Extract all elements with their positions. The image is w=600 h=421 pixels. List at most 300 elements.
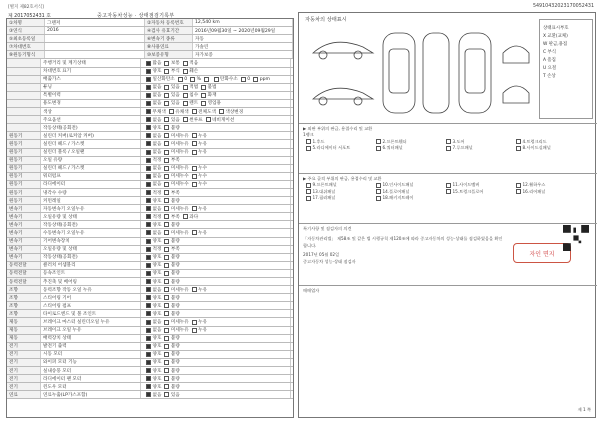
checkbox-label: 불량 <box>170 125 180 131</box>
field-label: ⑩보증유형 <box>145 51 193 58</box>
part-item <box>303 195 373 201</box>
checkbox[interactable] <box>253 77 258 82</box>
checkbox[interactable] <box>190 77 195 82</box>
checkbox-label: 침수 <box>189 93 199 99</box>
checkbox-label: 누수 <box>198 174 208 180</box>
item-status <box>141 189 291 196</box>
checkbox-label: 양호 <box>152 295 162 301</box>
part-checkbox[interactable] <box>376 196 381 201</box>
checkbox[interactable] <box>192 150 197 155</box>
checkbox-label: 탄화수소 <box>220 77 238 83</box>
checkbox[interactable] <box>169 109 174 114</box>
checkbox[interactable] <box>192 230 197 235</box>
part-checkbox[interactable] <box>446 189 451 194</box>
checkbox-label: 있음 <box>170 93 180 99</box>
field-value: 자동 <box>193 35 293 42</box>
inspection-row <box>7 92 293 100</box>
checkbox[interactable] <box>146 271 151 276</box>
page-mark: 제 1 쪽 <box>577 406 591 412</box>
checkbox[interactable] <box>146 109 151 114</box>
field-value: 자가보증 <box>193 51 293 58</box>
checkbox[interactable] <box>146 392 151 397</box>
part-checkbox[interactable] <box>306 189 311 194</box>
checkbox[interactable] <box>183 93 188 98</box>
checkbox-label: 불량 <box>170 344 180 350</box>
item-label: 등속조인트 <box>41 270 141 277</box>
section-label: 조향 <box>7 286 41 293</box>
checkbox[interactable] <box>164 182 169 187</box>
checkbox[interactable] <box>201 85 206 90</box>
checkbox[interactable] <box>146 190 151 195</box>
part-checkbox[interactable] <box>516 139 521 144</box>
checkbox-label: 불량 <box>170 271 180 277</box>
checkbox-label: % <box>196 76 202 82</box>
checkbox[interactable] <box>164 320 169 325</box>
checkbox[interactable] <box>146 206 151 211</box>
checkbox[interactable] <box>164 190 169 195</box>
inspection-row <box>7 149 293 157</box>
checkbox-label: 양호 <box>152 271 162 277</box>
checkbox[interactable] <box>146 239 151 244</box>
checkbox-label: 양호 <box>152 255 162 261</box>
checkbox-label: 부족 <box>170 214 180 220</box>
part-checkbox[interactable] <box>306 139 311 144</box>
checkbox[interactable] <box>192 206 197 211</box>
checkbox[interactable] <box>164 255 169 260</box>
checkbox[interactable] <box>183 101 188 106</box>
item-status <box>141 149 291 156</box>
checkbox[interactable] <box>146 352 151 357</box>
section-label <box>7 116 41 123</box>
checkbox[interactable] <box>146 328 151 333</box>
legend-item: A 흠집 <box>543 58 556 63</box>
inspection-row <box>7 205 293 213</box>
checkbox-label: 양호 <box>152 368 162 374</box>
checkbox[interactable] <box>146 360 151 365</box>
checkbox[interactable] <box>146 166 151 171</box>
section-label: 전기 <box>7 351 41 358</box>
part-checkbox[interactable] <box>516 183 521 188</box>
item-label: 튜닝 <box>41 84 141 91</box>
notice-text: 「자동차관리법」 제58조 및 같은 법 시행규칙 제120조에 따라 중고자동차의 성능·상태를 점검하였음을 확인합니다. <box>303 236 503 248</box>
checkbox-label: 불량 <box>170 255 180 261</box>
part-label: 9.프론트패널 <box>312 182 337 188</box>
item-label: 와이퍼 모터 기능 <box>41 359 141 366</box>
part-label: 18.패키지트레이 <box>382 195 414 201</box>
item-label: 발전기 출력 <box>41 343 141 350</box>
checkbox[interactable] <box>183 85 188 90</box>
checkbox[interactable] <box>146 295 151 300</box>
checkbox[interactable] <box>164 279 169 284</box>
checkbox-label: 양호 <box>152 336 162 342</box>
checkbox[interactable] <box>219 109 224 114</box>
checkbox[interactable] <box>146 255 151 260</box>
checkbox[interactable] <box>164 230 169 235</box>
section-label: 변속기 <box>7 213 41 220</box>
checkbox-label: 없음 <box>152 117 162 123</box>
checkbox[interactable] <box>146 263 151 268</box>
checkbox[interactable] <box>164 69 169 74</box>
checkbox-label: 없음 <box>152 320 162 326</box>
checkbox-label: 부족 <box>170 247 180 253</box>
checkbox[interactable] <box>164 360 169 365</box>
item-status <box>141 335 291 342</box>
checkbox[interactable] <box>201 101 206 106</box>
checkbox-label: 양호 <box>152 360 162 366</box>
checkbox-label: 많음 <box>152 61 162 67</box>
checkbox-label: 없음 <box>152 150 162 156</box>
checkbox-label: 있음 <box>170 392 180 398</box>
part-label: 7.루프패널 <box>452 145 473 151</box>
part-checkbox[interactable] <box>376 183 381 188</box>
checkbox[interactable] <box>214 77 219 82</box>
part-checkbox[interactable] <box>306 196 311 201</box>
checkbox[interactable] <box>164 352 169 357</box>
inspection-row <box>7 286 293 294</box>
checkbox-label: 색상변경 <box>225 109 244 115</box>
inspection-row <box>7 278 293 286</box>
checkbox[interactable] <box>146 311 151 316</box>
inspection-row <box>7 327 293 335</box>
item-status <box>141 229 291 236</box>
item-label: 배출가스 <box>41 76 141 83</box>
section-label: 제동 <box>7 327 41 334</box>
part-checkbox[interactable] <box>306 146 311 151</box>
checkbox-label: 일산화탄소 <box>152 77 175 83</box>
basic-info-row <box>7 43 293 51</box>
checkbox[interactable] <box>146 133 151 138</box>
checkbox[interactable] <box>164 133 169 138</box>
checkbox-label: 유채색 <box>175 109 189 115</box>
checkbox-label: 불량 <box>170 384 180 390</box>
checkbox[interactable] <box>146 247 151 252</box>
checkbox[interactable] <box>164 376 169 381</box>
item-label: 수동변속기 오일누유 <box>41 229 141 236</box>
checkbox[interactable] <box>146 61 151 66</box>
section-label: 전기 <box>7 375 41 382</box>
checkbox[interactable] <box>146 150 151 155</box>
checkbox-label: 보통 <box>170 61 180 67</box>
checkbox[interactable] <box>164 214 169 219</box>
checkbox[interactable] <box>146 69 151 74</box>
checkbox-label: 양호 <box>152 311 162 317</box>
checkbox[interactable] <box>164 271 169 276</box>
checkbox[interactable] <box>164 287 169 292</box>
part-item <box>373 195 443 201</box>
checkbox[interactable] <box>164 303 169 308</box>
checkbox[interactable] <box>164 150 169 155</box>
checkbox[interactable] <box>164 125 169 130</box>
checkbox[interactable] <box>146 101 151 106</box>
section-label: 제동 <box>7 335 41 342</box>
checkbox[interactable] <box>146 222 151 227</box>
checkbox[interactable] <box>164 368 169 373</box>
inspection-row <box>7 189 293 197</box>
inspection-row <box>7 335 293 343</box>
checkbox-label: 양호 <box>152 352 162 358</box>
item-label: 기어변속장치 <box>41 238 141 245</box>
checkbox[interactable] <box>192 141 197 146</box>
checkbox-label: 없음 <box>152 287 162 293</box>
checkbox-label: 불량 <box>170 303 180 309</box>
checkbox[interactable] <box>164 336 169 341</box>
item-label: 동력조향 작동 오일 누유 <box>41 286 141 293</box>
checkbox-label: 훼손 <box>189 69 199 75</box>
document-code: 54910432023170052431 <box>532 4 594 9</box>
checkbox[interactable] <box>164 239 169 244</box>
checkbox[interactable] <box>164 61 169 66</box>
checkbox-label: 누유 <box>198 206 208 212</box>
checkbox[interactable] <box>192 133 197 138</box>
checkbox[interactable] <box>146 376 151 381</box>
checkbox[interactable] <box>164 311 169 316</box>
checkbox[interactable] <box>164 222 169 227</box>
checkbox[interactable] <box>146 85 151 90</box>
qr-code-icon <box>563 225 589 251</box>
checkbox[interactable] <box>164 141 169 146</box>
inspection-right-panel <box>298 12 596 418</box>
item-status <box>141 270 291 277</box>
checkbox-label: 누유 <box>198 287 208 293</box>
field-label: ⑥변속기 종류 <box>145 35 193 42</box>
basic-info-table <box>7 19 293 59</box>
checkbox[interactable] <box>183 117 188 122</box>
item-status <box>141 68 291 75</box>
checkbox[interactable] <box>192 328 197 333</box>
item-status <box>141 59 291 66</box>
checkbox[interactable] <box>146 384 151 389</box>
part-label: 15.트렁크플로어 <box>452 188 484 194</box>
section-label: 원동기 <box>7 157 41 164</box>
inspection-row <box>7 221 293 229</box>
checkbox[interactable] <box>146 230 151 235</box>
checkbox-label: 없음 <box>152 133 162 139</box>
checkbox[interactable] <box>204 77 209 82</box>
checkbox[interactable] <box>164 384 169 389</box>
item-label: 오일유량 및 상태 <box>41 246 141 253</box>
basic-info-row <box>7 27 293 35</box>
checkbox[interactable] <box>192 166 197 171</box>
checkbox[interactable] <box>192 320 197 325</box>
item-label: 라디에이터 팬 모터 <box>41 375 141 382</box>
checkbox-label: 불량 <box>170 263 180 269</box>
checkbox[interactable] <box>201 93 206 98</box>
checkbox-label: 없음 <box>152 141 162 147</box>
checkbox-label: 불량 <box>170 295 180 301</box>
checkbox[interactable] <box>146 158 151 163</box>
checkbox[interactable] <box>164 198 169 203</box>
item-label: 실내송풍 모터 <box>41 367 141 374</box>
checkbox[interactable] <box>146 198 151 203</box>
item-status <box>141 359 291 366</box>
outer-panel-section <box>299 123 597 173</box>
checkbox[interactable] <box>164 328 169 333</box>
checkbox[interactable] <box>192 174 197 179</box>
checkbox-label: 양호 <box>152 125 162 131</box>
checkbox[interactable] <box>183 61 188 66</box>
checkbox[interactable] <box>164 117 169 122</box>
checkbox[interactable] <box>241 77 246 82</box>
checkbox-label: 누유 <box>198 141 208 147</box>
inspection-row <box>7 318 293 326</box>
checkbox-label: 부식 <box>170 69 180 75</box>
part-label: 3.도어 <box>452 138 465 144</box>
opinion-label: 특기사항 및 점검자의 의견 <box>303 226 352 231</box>
checkbox[interactable] <box>192 109 197 114</box>
checkbox[interactable] <box>146 368 151 373</box>
checkbox-label: 없음 <box>152 174 162 180</box>
checkbox-label: 미세누유 <box>170 328 189 334</box>
checkbox-label: 0 <box>247 76 251 82</box>
inspection-row <box>7 116 293 124</box>
checkbox[interactable] <box>164 392 169 397</box>
legend-item: W 판금,용접 <box>543 42 568 47</box>
part-checkbox[interactable] <box>306 183 311 188</box>
section-label: 원동기 <box>7 197 41 204</box>
section-label: 원동기 <box>7 181 41 188</box>
item-status <box>141 108 291 115</box>
checkbox[interactable] <box>146 279 151 284</box>
checkbox-label: 불량 <box>170 279 180 285</box>
checkbox-label: 없음 <box>152 206 162 212</box>
item-status <box>141 173 291 180</box>
part-checkbox[interactable] <box>376 189 381 194</box>
checkbox-label: 적정 <box>152 247 162 253</box>
inspection-row <box>7 132 293 140</box>
checkbox-label: 적정 <box>152 190 162 196</box>
checkbox[interactable] <box>164 174 169 179</box>
checkbox-label: 영업용 <box>207 101 221 107</box>
checkbox[interactable] <box>164 263 169 268</box>
checkbox[interactable] <box>178 77 183 82</box>
inspection-left-panel <box>6 18 294 418</box>
item-status <box>141 213 291 220</box>
checkbox[interactable] <box>164 166 169 171</box>
inspection-row <box>7 157 293 165</box>
checkbox-label: 양호 <box>152 263 162 269</box>
checkbox[interactable] <box>164 101 169 106</box>
part-checkbox[interactable] <box>446 146 451 151</box>
checkbox[interactable] <box>164 295 169 300</box>
item-status <box>141 132 291 139</box>
section-label <box>7 84 41 91</box>
item-label: 워터펌프 <box>41 173 141 180</box>
item-status <box>141 100 291 107</box>
checkbox-label: 불량 <box>170 376 180 382</box>
checkbox[interactable] <box>164 93 169 98</box>
inspection-row <box>7 124 293 132</box>
item-label: 주행거리 및 계기상태 <box>41 59 141 66</box>
checkbox-label: 불량 <box>170 336 180 342</box>
item-label: 클러치 어셈블리 <box>41 262 141 269</box>
item-status <box>141 181 291 188</box>
issuer-label: 매매업자 <box>303 288 320 293</box>
checkbox[interactable] <box>146 320 151 325</box>
inspector-label: 중고자동차 성능·상태 점검자 <box>303 258 356 264</box>
field-label: ③연식 <box>7 27 45 34</box>
item-label: 작동상태(공회전) <box>41 254 141 261</box>
item-label: 타이로드엔드 및 볼 조인트 <box>41 310 141 317</box>
inspection-row <box>7 262 293 270</box>
section-label: 변속기 <box>7 246 41 253</box>
checkbox[interactable] <box>206 117 211 122</box>
item-status <box>141 124 291 131</box>
checkbox[interactable] <box>146 117 151 122</box>
checkbox[interactable] <box>146 77 151 82</box>
item-status <box>141 165 291 172</box>
section-label: 연료 <box>7 391 41 398</box>
item-label: 연료누출(LP가스포함) <box>41 391 141 398</box>
section-label: 조향 <box>7 310 41 317</box>
section-label: 원동기 <box>7 140 41 147</box>
inspection-row <box>7 197 293 205</box>
item-label: 차대번호 표기 <box>41 68 141 75</box>
legend-item: T 손상 <box>543 74 556 79</box>
checkbox[interactable] <box>146 287 151 292</box>
frame-section <box>299 173 597 223</box>
part-checkbox[interactable] <box>516 189 521 194</box>
checkbox[interactable] <box>146 336 151 341</box>
checkbox[interactable] <box>146 182 151 187</box>
checkbox[interactable] <box>164 247 169 252</box>
item-label: 실린더 블록 / 오일팬 <box>41 149 141 156</box>
inspection-row <box>7 367 293 375</box>
page-title: 중고자동차성능 · 상태점검기록부 <box>97 13 175 19</box>
item-label: 오일 유량 <box>41 157 141 164</box>
part-label: 1.후드 <box>312 138 325 144</box>
checkbox[interactable] <box>164 344 169 349</box>
section-label: 동력전달 <box>7 278 41 285</box>
checkbox[interactable] <box>146 303 151 308</box>
checkbox[interactable] <box>146 125 151 130</box>
checkbox[interactable] <box>146 141 151 146</box>
part-checkbox[interactable] <box>376 146 381 151</box>
checkbox[interactable] <box>164 158 169 163</box>
part-checkbox[interactable] <box>376 139 381 144</box>
checkbox-label: 적정 <box>152 214 162 220</box>
section-label: 원동기 <box>7 189 41 196</box>
checkbox-label: 0 <box>184 76 188 82</box>
part-checkbox[interactable] <box>516 146 521 151</box>
section-label: 원동기 <box>7 165 41 172</box>
checkbox[interactable] <box>146 93 151 98</box>
document-number: 제 2017052431 호 <box>8 14 51 19</box>
checkbox[interactable] <box>164 85 169 90</box>
checkbox-label: 없음 <box>152 392 162 398</box>
item-label: 색상 <box>41 108 141 115</box>
checkbox[interactable] <box>192 182 197 187</box>
checkbox-label: 양호 <box>152 279 162 285</box>
part-checkbox[interactable] <box>446 139 451 144</box>
field-label: ②자동차 등록번호 <box>145 19 193 26</box>
checkbox-label: 네비게이션 <box>212 117 235 123</box>
checkbox[interactable] <box>183 214 188 219</box>
checkbox[interactable] <box>192 287 197 292</box>
checkbox-label: 누유 <box>198 133 208 139</box>
item-status <box>141 197 291 204</box>
checkbox-label: 없음 <box>152 182 162 188</box>
part-checkbox[interactable] <box>446 183 451 188</box>
checkbox[interactable] <box>146 174 151 179</box>
checkbox-label: 있음 <box>170 85 180 91</box>
checkbox-label: 미세누유 <box>170 166 189 172</box>
section-label: 변속기 <box>7 238 41 245</box>
checkbox-label: 누수 <box>198 182 208 188</box>
checkbox[interactable] <box>146 344 151 349</box>
checkbox[interactable] <box>183 69 188 74</box>
checkbox[interactable] <box>146 214 151 219</box>
checkbox[interactable] <box>164 206 169 211</box>
